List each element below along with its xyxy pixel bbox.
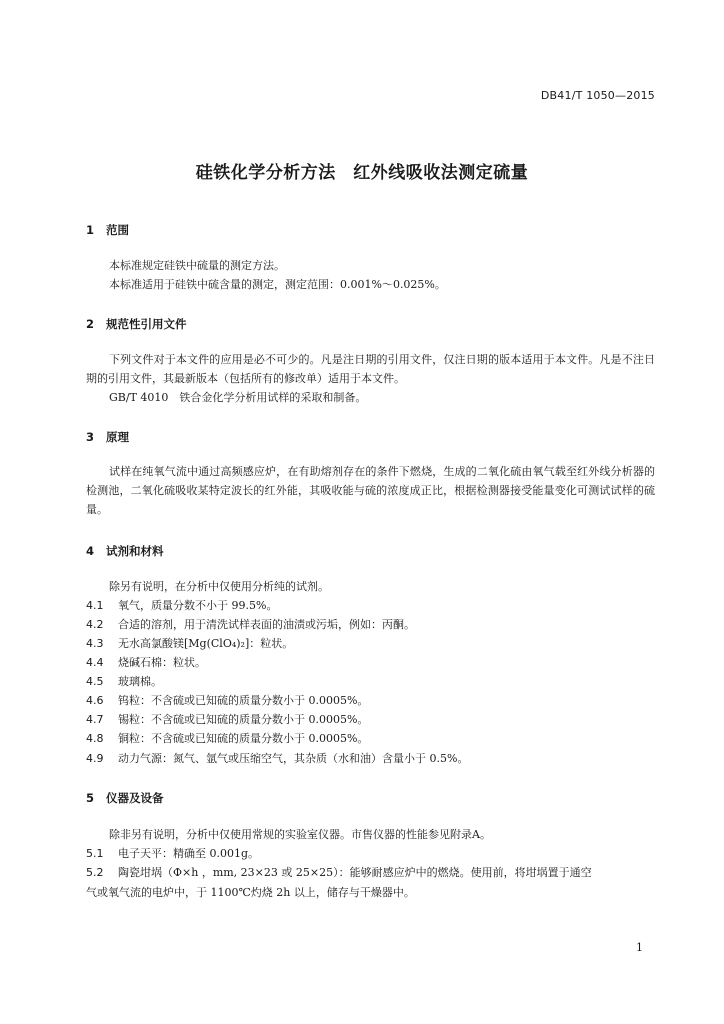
item-number: 4.8	[86, 732, 104, 745]
section-title: 原理	[106, 430, 129, 444]
paragraph: 除非另有说明，分析中仅使用常规的实验室仪器。市售仪器的性能参见附录A。	[109, 828, 491, 841]
document-code: DB41/T 1050—2015	[540, 89, 655, 102]
section-title: 范围	[106, 223, 129, 237]
list-item	[86, 673, 162, 689]
paragraph-continuation: 气或氧气流的电炉中，于 1100℃灼烧 2h 以上，储存与干燥器中。	[86, 886, 415, 899]
paragraph: 下列文件对于本文件的应用是必不可少的。凡是注日期的引用文件，仅注日期的版本适用于本文件。凡是不注日期的引用文件，其最新版本（包括所有的修改单）适用于本文件。	[86, 353, 655, 385]
section-number: 2	[86, 317, 95, 331]
list-item	[86, 654, 206, 670]
item-number: 4.9	[86, 752, 104, 765]
item-text: 玻璃棉。	[118, 675, 162, 688]
item-number: 4.4	[86, 656, 104, 669]
section-title: 仪器及设备	[106, 791, 164, 805]
section-title: 试剂和材料	[106, 544, 164, 558]
item-text: 合适的溶剂，用于清洗试样表面的油渍或污垢，例如：丙酮。	[118, 618, 415, 631]
item-number: 4.5	[86, 675, 104, 688]
item-text: 钨粒：不含硫或已知硫的质量分数小于 0.0005%。	[118, 694, 369, 707]
item-text: 无水高氯酸镁[Mg(ClO₄)₂]：粒状。	[118, 637, 294, 650]
list-item	[86, 864, 592, 880]
paragraph: 本标准适用于硅铁中硫含量的测定，测定范围：0.001%～0.025%。	[109, 278, 446, 291]
item-number: 4.2	[86, 618, 104, 631]
item-text: 锡粒：不含硫或已知硫的质量分数小于 0.0005%。	[118, 713, 369, 726]
item-text: 电子天平：精确至 0.001g。	[118, 847, 260, 860]
list-item	[86, 635, 293, 651]
item-number: 4.6	[86, 694, 104, 707]
list-item	[86, 845, 259, 861]
section-number: 3	[86, 430, 95, 444]
item-text: 氧气，质量分数不小于 99.5%。	[118, 599, 278, 612]
section-heading-3	[86, 429, 129, 445]
paragraph: 除另有说明，在分析中仅使用分析纯的试剂。	[109, 580, 329, 593]
item-text: 铜粒：不含硫或已知硫的质量分数小于 0.0005%。	[118, 732, 369, 745]
item-number: 5.1	[86, 847, 104, 860]
section-number: 1	[86, 223, 95, 237]
paragraph: 本标准规定硅铁中硫量的测定方法。	[109, 259, 285, 272]
list-item	[86, 692, 368, 708]
item-text: 陶瓷坩埚（Φ×h ，mm, 23×23 或 25×25）：能够耐感应炉中的燃烧。使用前，将坩埚置于通空	[118, 866, 592, 879]
section-heading-1	[86, 222, 129, 238]
section-number: 4	[86, 544, 95, 558]
list-item	[86, 711, 368, 727]
section-title: 规范性引用文件	[106, 317, 187, 331]
item-number: 5.2	[86, 866, 104, 879]
item-number: 4.1	[86, 599, 104, 612]
item-number: 4.3	[86, 637, 104, 650]
item-text: 烧碱石棉：粒状。	[118, 656, 206, 669]
item-number: 4.7	[86, 713, 104, 726]
page-number: 1	[636, 941, 643, 954]
list-item	[86, 730, 368, 746]
normative-reference: GB/T 4010 铁合金化学分析用试样的采取和制备。	[109, 391, 367, 404]
list-item	[86, 750, 468, 766]
list-item	[86, 597, 277, 613]
section-number: 5	[86, 791, 95, 805]
section-heading-4	[86, 543, 164, 559]
section-heading-2	[86, 316, 187, 332]
paragraph: 试样在纯氧气流中通过高频感应炉，在有助熔剂存在的条件下燃烧，生成的二氧化硫由氧气载至红外线分析器的检测池，二氧化硫吸收某特定波长的红外能，其吸收能与硫的浓度成正比，根据检测器接受能量变化可测试试样的硫量。	[86, 465, 655, 516]
item-text: 动力气源：氮气、氩气或压缩空气，其杂质（水和油）含量小于 0.5%。	[118, 752, 469, 765]
list-item	[86, 616, 415, 632]
section-heading-5	[86, 790, 164, 806]
document-title: 硅铁化学分析方法 红外线吸收法测定硫量	[195, 163, 529, 183]
